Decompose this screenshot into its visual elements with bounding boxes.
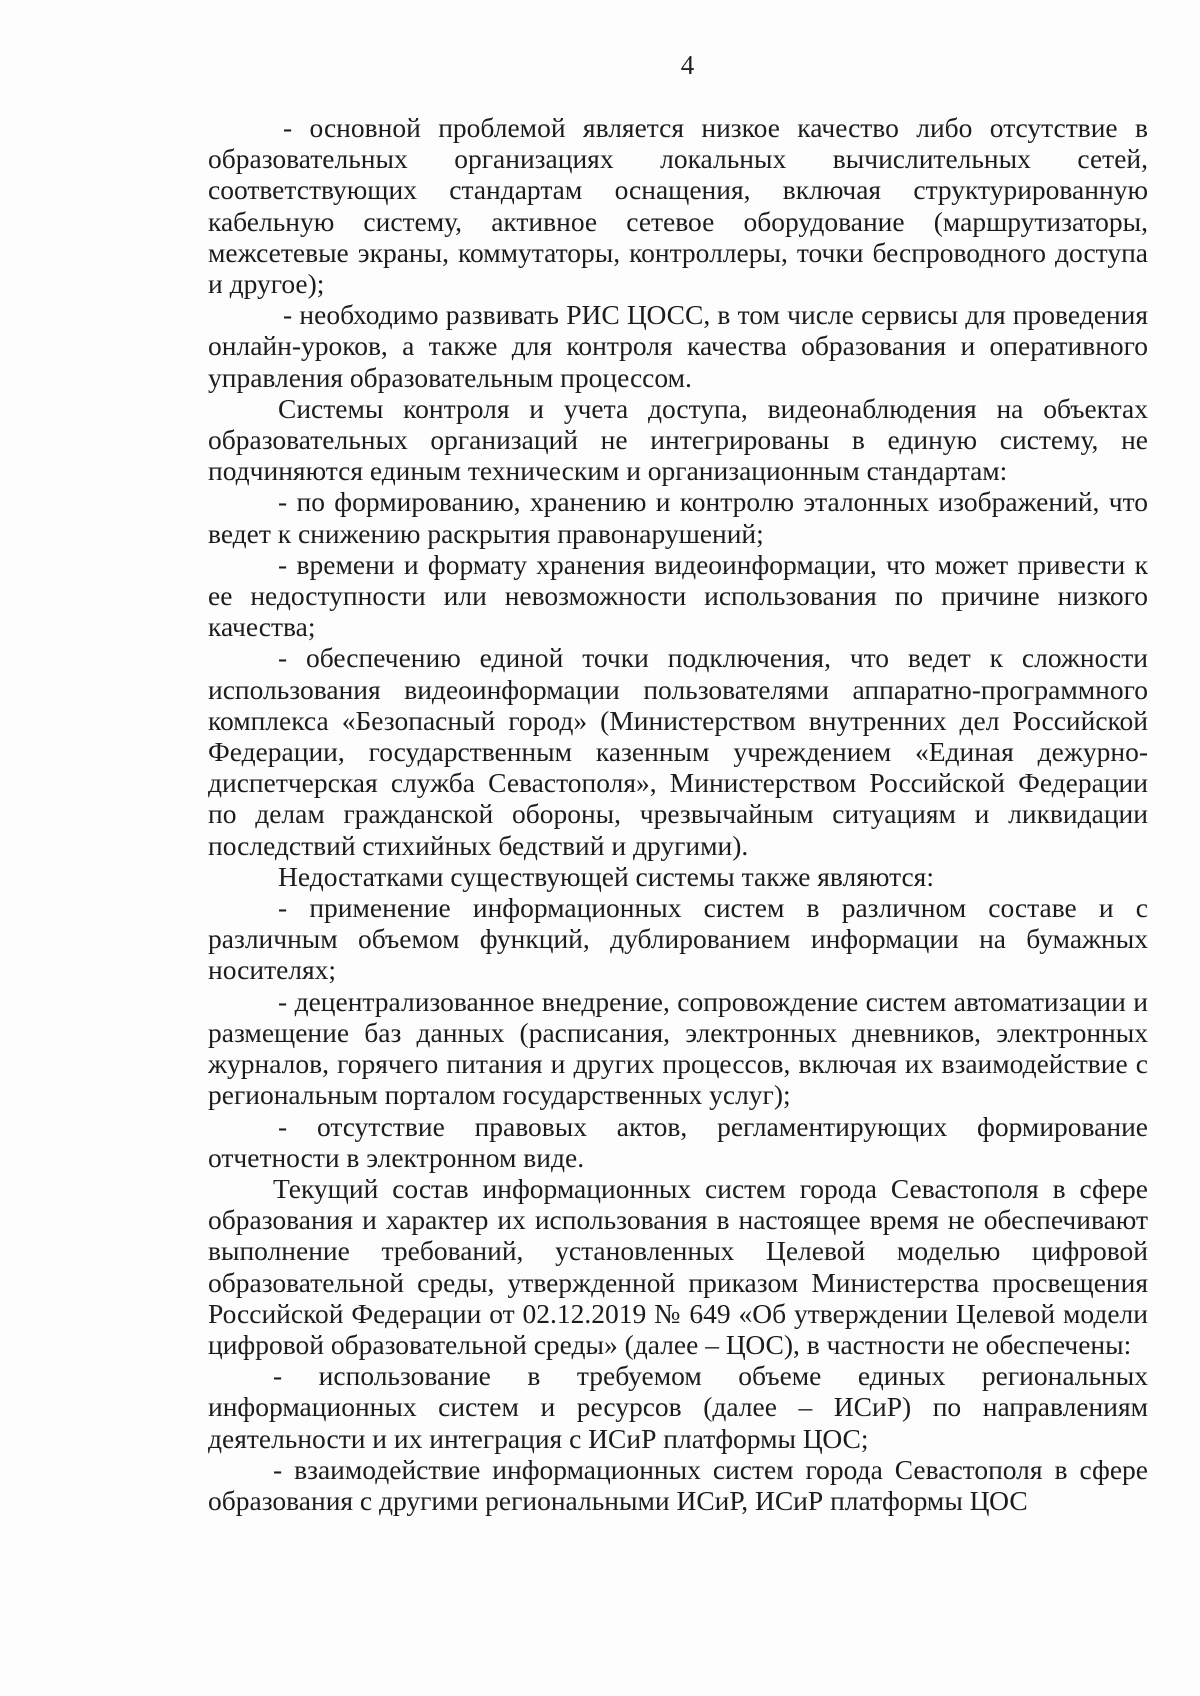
paragraph-decentralized: - децентрализованное внедрение, сопровождение систем автоматизации и размещение баз данных (расписания, электронных дневников, электронных журналов, горячего питания и других процессов, включая их взаимодействие с региональным порталом государственных услуг); — [208, 985, 1148, 1111]
paragraph-video-storage: - времени и формату хранения видеоинформации, что может привести к ее недоступности или невозможности использования по причине низкого качества; — [208, 548, 1148, 643]
paragraph-interaction: - взаимодействие информационных систем города Севастополя в сфере образования с другими региональными ИСиР, ИСиР платформы ЦОС — [208, 1453, 1148, 1516]
paragraph-shortcomings: Недостатками существующей системы также являются: — [278, 860, 934, 892]
paragraph-connection-point: - обеспечению единой точки подключения, что ведет к сложности использования видеоинформации пользователями аппаратно-программного комплекса «Безопасный город» (Министерством внутренних дел Российской Федерации, государственным казенным учреждением «Единая дежурно-диспетчерская служба Севастополя», Министерством Российской Федерации по делам гражданской обороны, чрезвычайным ситуациям и ликвидации последствий стихийных бедствий и другими). — [208, 642, 1148, 861]
paragraph-info-systems: - применение информационных систем в различном составе и с различным объемом функций, дублированием информации на бумажных носителях; — [208, 892, 1148, 986]
document-body — [208, 112, 1148, 1516]
paragraph-ris-coss: - необходимо развивать РИС ЦОСС, в том числе сервисы для проведения онлайн-уроков, а также для контроля качества образования и оперативного управления образовательным процессом. — [208, 299, 1148, 393]
paragraph-legal-acts: - отсутствие правовых актов, регламентирующих формирование отчетности в электронном виде. — [208, 1110, 1148, 1173]
paragraph-images: - по формированию, хранению и контролю эталонных изображений, что ведет к снижению раскрытия правонарушений; — [208, 486, 1148, 549]
paragraph-access-control: Системы контроля и учета доступа, видеонаблюдения на объектах образовательных организаций не интегрированы в единую систему, не подчиняются единым техническим и организационным стандартам: — [208, 392, 1148, 487]
page-number: 4 — [680, 50, 695, 80]
paragraph-network-problem: - основной проблемой является низкое качество либо отсутствие в образовательных организациях локальных вычислительных сетей, соответствующих стандартам оснащения, включая структурированную кабельную систему, активное сетевое оборудование (маршрутизаторы, межсетевые экраны, коммутаторы, контроллеры, точки беспроводного доступа и другое); — [208, 112, 1148, 300]
paragraph-isir-usage: - использование в требуемом объеме единых региональных информационных систем и ресурсов (далее – ИСиР) по направлениям деятельности и их интеграция с ИСиР платформы ЦОС; — [208, 1360, 1148, 1454]
paragraph-current-state: Текущий состав информационных систем города Севастополя в сфере образования и характер их использования в настоящее время не обеспечивают выполнение требований, установленных Целевой моделью цифровой образовательной среды, утвержденной приказом Министерства просвещения Российской Федерации от 02.12.2019 № 649 «Об утверждении Целевой модели цифровой образовательной среды» (далее – ЦОС), в частности не обеспечены: — [208, 1172, 1148, 1360]
